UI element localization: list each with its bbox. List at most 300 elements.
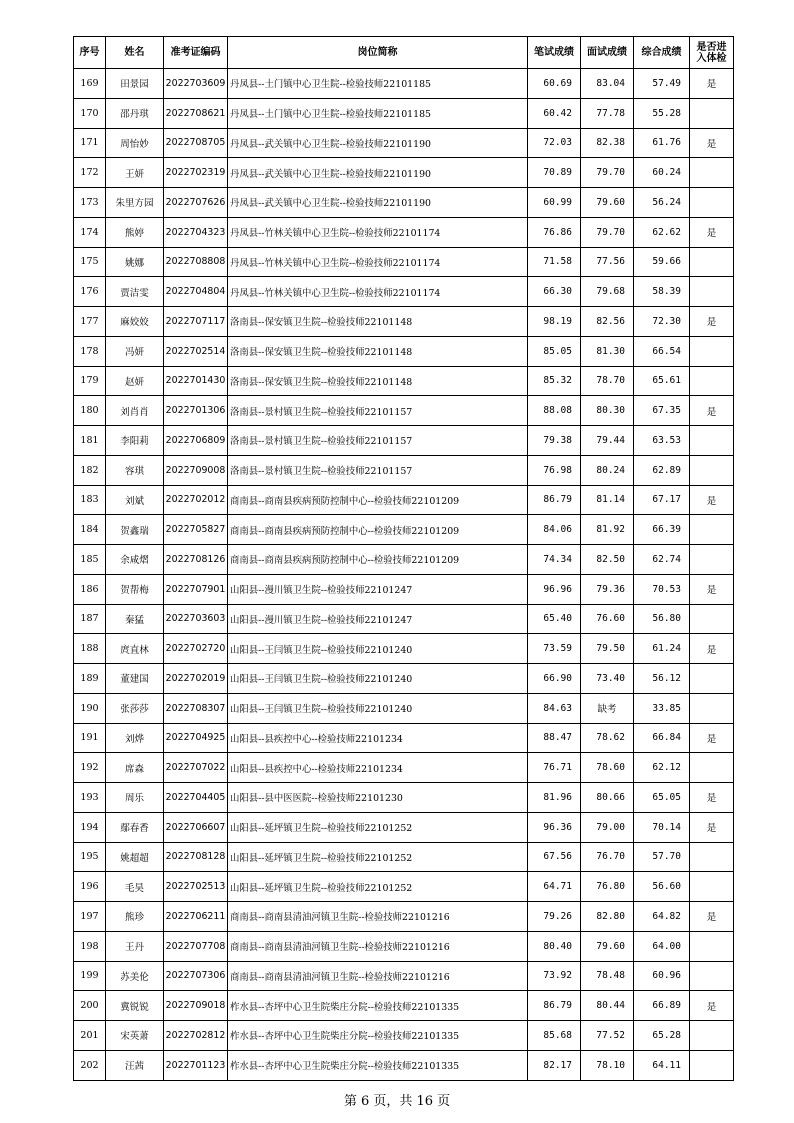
cell-exam-no: 2022701306 [164,396,228,426]
cell-total: 67.35 [634,396,690,426]
page-footer: 第 6 页，共 16 页 [343,1094,451,1109]
cell-exam-no: 2022707708 [164,931,228,961]
cell-written: 79.26 [528,902,581,932]
cell-name: 周怡妙 [106,128,164,158]
cell-seq: 176 [74,277,106,307]
table-body [74,69,734,1081]
table-row [74,396,734,426]
cell-seq: 199 [74,961,106,991]
table-row [74,98,734,128]
cell-post: 柞水县--杏坪中心卫生院柴庄分院--检验技师22101335 [228,991,528,1021]
cell-exam-no: 2022708621 [164,98,228,128]
cell-seq: 175 [74,247,106,277]
cell-seq: 182 [74,455,106,485]
cell-name: 赵妍 [106,366,164,396]
results-sheet [73,36,733,1081]
cell-name: 苏美伦 [106,961,164,991]
cell-name: 冀锐锐 [106,991,164,1021]
cell-post: 山阳县--王闫镇卫生院--检验技师22101240 [228,693,528,723]
cell-interview: 78.10 [581,1050,634,1080]
cell-exam-no: 2022708128 [164,842,228,872]
cell-written: 73.92 [528,961,581,991]
cell-interview: 79.70 [581,217,634,247]
cell-physical [690,931,734,961]
cell-name: 张莎莎 [106,693,164,723]
cell-post: 丹凤县--土门镇中心卫生院--检验技师22101185 [228,98,528,128]
cell-physical [690,366,734,396]
cell-post: 商南县--商南县清油河镇卫生院--检验技师22101216 [228,902,528,932]
cell-interview: 78.70 [581,366,634,396]
cell-post: 商南县--商南县疾病预防控制中心--检验技师22101209 [228,545,528,575]
table-row [74,604,734,634]
cell-exam-no: 2022707306 [164,961,228,991]
cell-exam-no: 2022706607 [164,812,228,842]
cell-seq: 186 [74,574,106,604]
cell-name: 容琪 [106,455,164,485]
cell-interview: 81.14 [581,485,634,515]
cell-written: 76.86 [528,217,581,247]
table-row [74,515,734,545]
cell-interview: 76.80 [581,872,634,902]
cell-interview: 80.44 [581,991,634,1021]
table-row [74,217,734,247]
cell-written: 85.05 [528,336,581,366]
cell-interview: 79.60 [581,188,634,218]
cell-seq: 187 [74,604,106,634]
cell-name: 余咸熠 [106,545,164,575]
cell-name: 周乐 [106,783,164,813]
table-row [74,872,734,902]
cell-post: 丹凤县--竹林关镇中心卫生院--检验技师22101174 [228,247,528,277]
cell-name: 贾洁雯 [106,277,164,307]
cell-physical: 是 [690,574,734,604]
cell-seq: 189 [74,664,106,694]
cell-post: 洛南县--保安镇卫生院--检验技师22101148 [228,307,528,337]
header-exam-no: 准考证编码 [164,37,228,69]
table-row [74,485,734,515]
cell-physical [690,753,734,783]
cell-written: 67.56 [528,842,581,872]
cell-interview: 79.68 [581,277,634,307]
cell-name: 李阳莉 [106,426,164,456]
cell-exam-no: 2022709018 [164,991,228,1021]
cell-exam-no: 2022707901 [164,574,228,604]
cell-physical: 是 [690,634,734,664]
cell-exam-no: 2022708705 [164,128,228,158]
cell-physical [690,515,734,545]
cell-total: 60.96 [634,961,690,991]
cell-exam-no: 2022704804 [164,277,228,307]
cell-name: 田景园 [106,69,164,99]
cell-written: 84.06 [528,515,581,545]
header-seq: 序号 [74,37,106,69]
cell-interview: 81.30 [581,336,634,366]
cell-name: 姚娜 [106,247,164,277]
cell-total: 62.74 [634,545,690,575]
cell-exam-no: 2022704405 [164,783,228,813]
cell-written: 84.63 [528,693,581,723]
table-row [74,1021,734,1051]
cell-seq: 174 [74,217,106,247]
cell-interview: 82.50 [581,545,634,575]
cell-interview: 79.60 [581,931,634,961]
cell-seq: 181 [74,426,106,456]
table-row [74,69,734,99]
cell-exam-no: 2022702513 [164,872,228,902]
cell-seq: 178 [74,336,106,366]
cell-physical [690,693,734,723]
cell-exam-no: 2022707117 [164,307,228,337]
cell-written: 82.17 [528,1050,581,1080]
cell-total: 65.28 [634,1021,690,1051]
cell-exam-no: 2022708808 [164,247,228,277]
header-interview: 面试成绩 [581,37,634,69]
cell-physical: 是 [690,723,734,753]
cell-physical [690,545,734,575]
cell-physical: 是 [690,396,734,426]
table-row [74,128,734,158]
cell-seq: 195 [74,842,106,872]
cell-total: 61.76 [634,128,690,158]
cell-exam-no: 2022705827 [164,515,228,545]
table-row [74,634,734,664]
cell-exam-no: 2022704925 [164,723,228,753]
cell-interview: 80.30 [581,396,634,426]
cell-physical [690,961,734,991]
cell-written: 85.68 [528,1021,581,1051]
cell-exam-no: 2022701430 [164,366,228,396]
cell-seq: 170 [74,98,106,128]
cell-post: 山阳县--漫川镇卫生院--检验技师22101247 [228,574,528,604]
table-row [74,664,734,694]
cell-physical: 是 [690,217,734,247]
cell-total: 59.66 [634,247,690,277]
cell-name: 冯妍 [106,336,164,366]
cell-exam-no: 2022702319 [164,158,228,188]
cell-total: 63.53 [634,426,690,456]
cell-exam-no: 2022704323 [164,217,228,247]
cell-physical: 是 [690,485,734,515]
cell-seq: 169 [74,69,106,99]
cell-post: 山阳县--延坪镇卫生院--检验技师22101252 [228,842,528,872]
cell-post: 山阳县--漫川镇卫生院--检验技师22101247 [228,604,528,634]
table-row [74,336,734,366]
table-row [74,247,734,277]
cell-seq: 197 [74,902,106,932]
cell-name: 邵丹琪 [106,98,164,128]
cell-total: 66.84 [634,723,690,753]
cell-name: 庹直林 [106,634,164,664]
cell-written: 81.96 [528,783,581,813]
cell-interview: 78.62 [581,723,634,753]
cell-written: 85.32 [528,366,581,396]
cell-interview: 80.24 [581,455,634,485]
cell-seq: 180 [74,396,106,426]
cell-seq: 191 [74,723,106,753]
cell-total: 60.24 [634,158,690,188]
cell-written: 86.79 [528,485,581,515]
cell-total: 70.14 [634,812,690,842]
cell-total: 66.54 [634,336,690,366]
cell-exam-no: 2022702514 [164,336,228,366]
cell-name: 鄢春香 [106,812,164,842]
cell-written: 80.40 [528,931,581,961]
cell-total: 62.12 [634,753,690,783]
cell-physical: 是 [690,991,734,1021]
cell-name: 熊婷 [106,217,164,247]
table-row [74,812,734,842]
cell-post: 山阳县--延坪镇卫生院--检验技师22101252 [228,872,528,902]
cell-post: 洛南县--景村镇卫生院--检验技师22101157 [228,396,528,426]
table-row [74,277,734,307]
cell-total: 66.39 [634,515,690,545]
cell-exam-no: 2022702720 [164,634,228,664]
cell-post: 丹凤县--土门镇中心卫生院--检验技师22101185 [228,69,528,99]
cell-post: 丹凤县--武关镇中心卫生院--检验技师22101190 [228,158,528,188]
cell-post: 山阳县--王闫镇卫生院--检验技师22101240 [228,664,528,694]
cell-physical [690,455,734,485]
cell-seq: 200 [74,991,106,1021]
cell-post: 洛南县--景村镇卫生院--检验技师22101157 [228,426,528,456]
table-row [74,753,734,783]
cell-interview: 76.60 [581,604,634,634]
cell-seq: 179 [74,366,106,396]
cell-written: 60.69 [528,69,581,99]
cell-seq: 198 [74,931,106,961]
cell-total: 56.60 [634,872,690,902]
cell-interview: 73.40 [581,664,634,694]
cell-written: 74.34 [528,545,581,575]
cell-written: 70.89 [528,158,581,188]
cell-total: 65.05 [634,783,690,813]
cell-exam-no: 2022703609 [164,69,228,99]
table-row [74,693,734,723]
cell-total: 62.62 [634,217,690,247]
cell-interview: 77.78 [581,98,634,128]
cell-written: 96.36 [528,812,581,842]
table-row [74,574,734,604]
cell-written: 88.08 [528,396,581,426]
table-row [74,842,734,872]
table-row [74,1050,734,1080]
cell-physical [690,1021,734,1051]
cell-total: 56.12 [634,664,690,694]
table-row [74,366,734,396]
cell-interview: 77.52 [581,1021,634,1051]
cell-post: 商南县--商南县清油河镇卫生院--检验技师22101216 [228,931,528,961]
cell-physical: 是 [690,128,734,158]
cell-name: 毛昊 [106,872,164,902]
cell-interview: 79.36 [581,574,634,604]
cell-post: 商南县--商南县清油河镇卫生院--检验技师22101216 [228,961,528,991]
cell-written: 96.96 [528,574,581,604]
table-header-row [74,37,734,69]
cell-name: 秦猛 [106,604,164,634]
cell-total: 64.82 [634,902,690,932]
cell-seq: 185 [74,545,106,575]
table-row [74,158,734,188]
cell-interview: 77.56 [581,247,634,277]
cell-physical: 是 [690,307,734,337]
cell-total: 66.89 [634,991,690,1021]
cell-post: 丹凤县--武关镇中心卫生院--检验技师22101190 [228,188,528,218]
cell-physical [690,604,734,634]
cell-exam-no: 2022702812 [164,1021,228,1051]
cell-seq: 192 [74,753,106,783]
cell-physical [690,1050,734,1080]
cell-interview: 82.80 [581,902,634,932]
table-row [74,426,734,456]
cell-total: 57.49 [634,69,690,99]
cell-physical [690,842,734,872]
cell-written: 86.79 [528,991,581,1021]
cell-interview: 82.56 [581,307,634,337]
cell-seq: 172 [74,158,106,188]
cell-total: 56.24 [634,188,690,218]
cell-total: 56.80 [634,604,690,634]
cell-written: 64.71 [528,872,581,902]
cell-name: 姚超超 [106,842,164,872]
cell-interview: 83.04 [581,69,634,99]
cell-total: 62.89 [634,455,690,485]
cell-physical [690,872,734,902]
header-post: 岗位简称 [228,37,528,69]
cell-name: 董建国 [106,664,164,694]
cell-seq: 171 [74,128,106,158]
cell-post: 洛南县--景村镇卫生院--检验技师22101157 [228,455,528,485]
cell-physical: 是 [690,812,734,842]
cell-interview: 79.44 [581,426,634,456]
cell-name: 席森 [106,753,164,783]
cell-exam-no: 2022702019 [164,664,228,694]
cell-seq: 183 [74,485,106,515]
table-row [74,188,734,218]
cell-name: 刘烨 [106,723,164,753]
cell-total: 61.24 [634,634,690,664]
cell-interview: 78.60 [581,753,634,783]
table-row [74,723,734,753]
cell-post: 山阳县--县疾控中心--检验技师22101234 [228,723,528,753]
header-total: 综合成绩 [634,37,690,69]
cell-exam-no: 2022708126 [164,545,228,575]
cell-seq: 193 [74,783,106,813]
cell-exam-no: 2022707626 [164,188,228,218]
cell-physical [690,158,734,188]
cell-physical [690,336,734,366]
cell-interview: 缺考 [581,693,634,723]
cell-written: 66.90 [528,664,581,694]
cell-exam-no: 2022707022 [164,753,228,783]
cell-post: 柞水县--杏坪中心卫生院柴庄分院--检验技师22101335 [228,1021,528,1051]
cell-post: 洛南县--保安镇卫生院--检验技师22101148 [228,336,528,366]
cell-seq: 196 [74,872,106,902]
cell-exam-no: 2022703603 [164,604,228,634]
cell-name: 贺帮梅 [106,574,164,604]
cell-name: 贺鑫瑞 [106,515,164,545]
cell-post: 山阳县--王闫镇卫生院--检验技师22101240 [228,634,528,664]
cell-interview: 78.48 [581,961,634,991]
cell-total: 72.30 [634,307,690,337]
cell-total: 57.70 [634,842,690,872]
cell-total: 67.17 [634,485,690,515]
cell-interview: 79.50 [581,634,634,664]
cell-exam-no: 2022709008 [164,455,228,485]
cell-seq: 194 [74,812,106,842]
cell-total: 64.11 [634,1050,690,1080]
cell-interview: 76.70 [581,842,634,872]
cell-physical [690,664,734,694]
table-row [74,307,734,337]
cell-total: 64.00 [634,931,690,961]
cell-exam-no: 2022702012 [164,485,228,515]
cell-written: 79.38 [528,426,581,456]
cell-written: 72.03 [528,128,581,158]
cell-name: 王妍 [106,158,164,188]
cell-interview: 82.38 [581,128,634,158]
cell-written: 88.47 [528,723,581,753]
cell-post: 商南县--商南县疾病预防控制中心--检验技师22101209 [228,485,528,515]
cell-exam-no: 2022706211 [164,902,228,932]
cell-name: 汪茜 [106,1050,164,1080]
cell-post: 洛南县--保安镇卫生院--检验技师22101148 [228,366,528,396]
cell-physical: 是 [690,783,734,813]
cell-written: 76.71 [528,753,581,783]
table-row [74,545,734,575]
cell-seq: 184 [74,515,106,545]
cell-physical [690,277,734,307]
cell-post: 山阳县--延坪镇卫生院--检验技师22101252 [228,812,528,842]
cell-seq: 188 [74,634,106,664]
cell-name: 王丹 [106,931,164,961]
table-row [74,902,734,932]
cell-physical: 是 [690,69,734,99]
cell-total: 65.61 [634,366,690,396]
cell-name: 宋英萧 [106,1021,164,1051]
cell-written: 60.42 [528,98,581,128]
cell-post: 柞水县--杏坪中心卫生院柴庄分院--检验技师22101335 [228,1050,528,1080]
cell-total: 33.85 [634,693,690,723]
table-row [74,783,734,813]
cell-total: 58.39 [634,277,690,307]
header-physical: 是否进入体检 [690,37,734,69]
cell-total: 55.28 [634,98,690,128]
cell-written: 66.30 [528,277,581,307]
cell-seq: 202 [74,1050,106,1080]
cell-name: 刘肖肖 [106,396,164,426]
cell-total: 70.53 [634,574,690,604]
cell-physical: 是 [690,902,734,932]
cell-physical [690,426,734,456]
cell-post: 商南县--商南县疾病预防控制中心--检验技师22101209 [228,515,528,545]
score-table [73,36,734,1081]
cell-physical [690,247,734,277]
cell-exam-no: 2022708307 [164,693,228,723]
table-row [74,961,734,991]
cell-written: 60.99 [528,188,581,218]
cell-name: 朱里方园 [106,188,164,218]
cell-exam-no: 2022706809 [164,426,228,456]
table-row [74,455,734,485]
header-written: 笔试成绩 [528,37,581,69]
cell-post: 丹凤县--竹林关镇中心卫生院--检验技师22101174 [228,217,528,247]
cell-interview: 80.66 [581,783,634,813]
table-row [74,931,734,961]
cell-written: 76.98 [528,455,581,485]
cell-post: 山阳县--县疾控中心--检验技师22101234 [228,753,528,783]
cell-interview: 81.92 [581,515,634,545]
cell-seq: 201 [74,1021,106,1051]
cell-seq: 190 [74,693,106,723]
